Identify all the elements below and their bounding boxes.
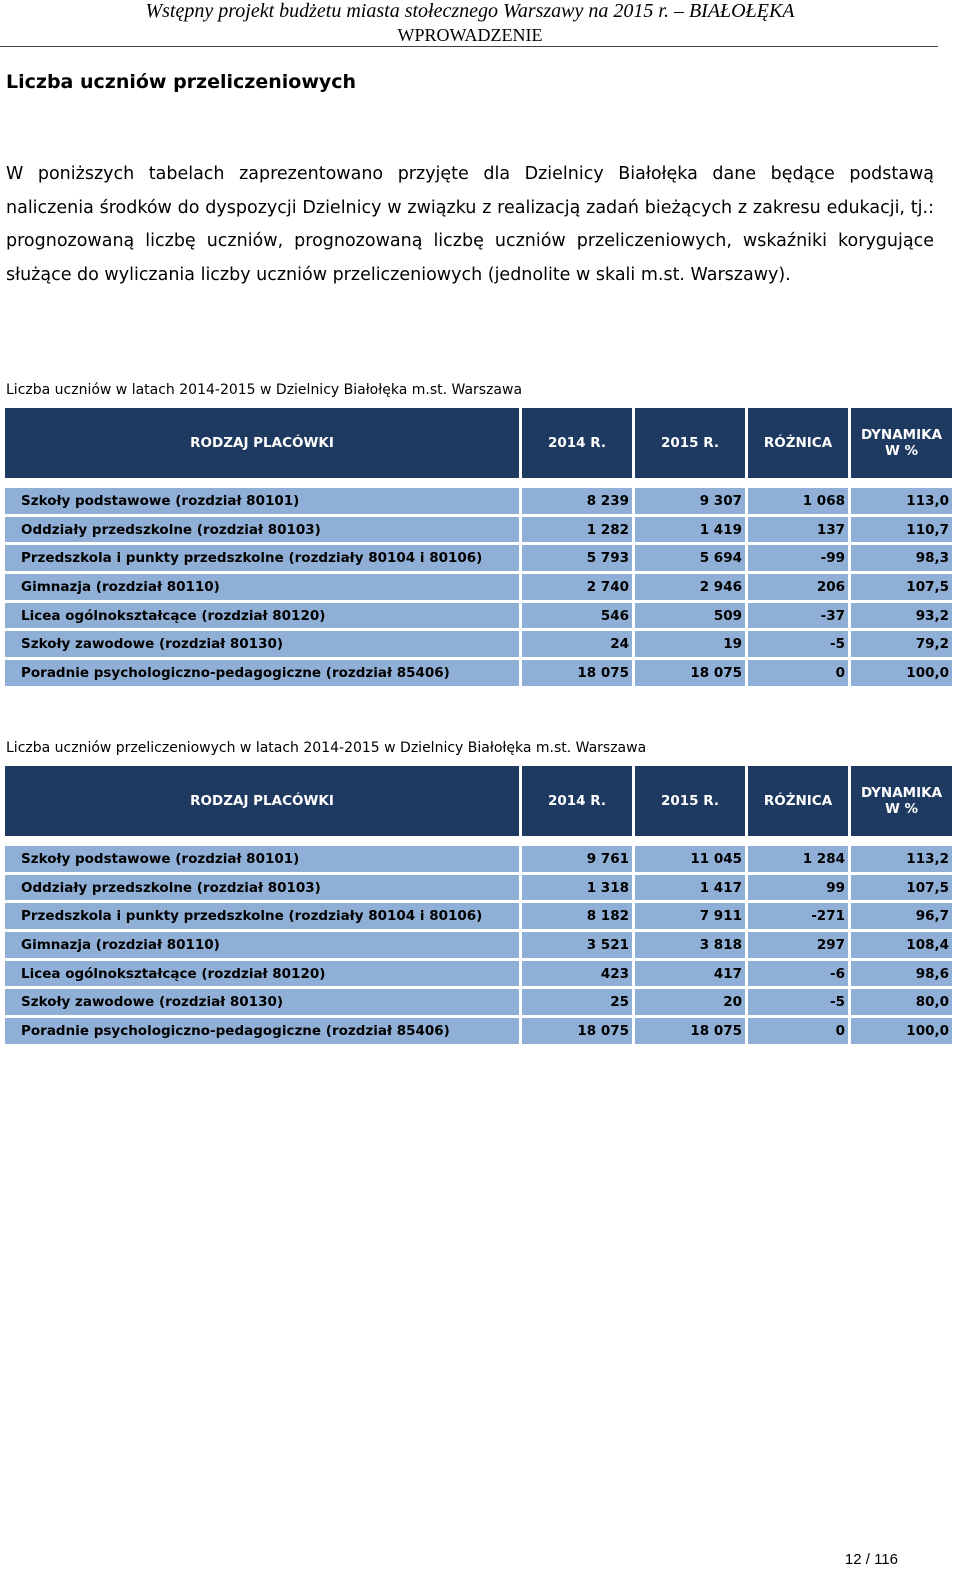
table-row (5, 631, 952, 657)
cell-2014: 18 075 (522, 1018, 632, 1044)
cell-type: Poradnie psychologiczno-pedagogiczne (rozdział 85406) (5, 1018, 519, 1044)
cell-type: Przedszkola i punkty przedszkolne (rozdziały 80104 i 80106) (5, 545, 519, 571)
col-header-dynamics: DYNAMIKA W % (851, 766, 952, 836)
cell-dynamics: 96,7 (851, 903, 952, 929)
cell-diff: 0 (748, 660, 848, 686)
table-row (5, 846, 952, 872)
cell-2015: 5 694 (635, 545, 745, 571)
cell-type: Szkoły zawodowe (rozdział 80130) (5, 989, 519, 1015)
cell-2014: 423 (522, 961, 632, 987)
cell-type: Oddziały przedszkolne (rozdział 80103) (5, 517, 519, 543)
cell-diff: 0 (748, 1018, 848, 1044)
cell-dynamics: 98,3 (851, 545, 952, 571)
col-header-2015: 2015 R. (635, 408, 745, 478)
cell-2014: 25 (522, 989, 632, 1015)
cell-2015: 3 818 (635, 932, 745, 958)
cell-diff: 1 068 (748, 488, 848, 514)
cell-dynamics: 100,0 (851, 660, 952, 686)
cell-diff: -6 (748, 961, 848, 987)
cell-2014: 9 761 (522, 846, 632, 872)
cell-diff: -99 (748, 545, 848, 571)
cell-diff: -5 (748, 989, 848, 1015)
header-spacer (5, 481, 952, 485)
cell-dynamics: 113,0 (851, 488, 952, 514)
col-header-dynamics: DYNAMIKA W % (851, 408, 952, 478)
cell-2015: 11 045 (635, 846, 745, 872)
cell-2014: 3 521 (522, 932, 632, 958)
col-header-diff: RÓŻNICA (748, 408, 848, 478)
converted-students-table (2, 763, 955, 1047)
cell-type: Szkoły zawodowe (rozdział 80130) (5, 631, 519, 657)
cell-diff: 137 (748, 517, 848, 543)
cell-type: Licea ogólnokształcące (rozdział 80120) (5, 603, 519, 629)
section-title: Liczba uczniów przeliczeniowych (6, 71, 357, 93)
table-row (5, 574, 952, 600)
table1-body (5, 481, 952, 686)
header-spacer (5, 839, 952, 843)
cell-type: Gimnazja (rozdział 80110) (5, 932, 519, 958)
cell-2015: 18 075 (635, 1018, 745, 1044)
table-row (5, 903, 952, 929)
spacer-cell (522, 481, 632, 485)
col-header-type: RODZAJ PLACÓWKI (5, 766, 519, 836)
cell-diff: -271 (748, 903, 848, 929)
header-title: Wstępny projekt budżetu miasta stołecznego Warszawy na 2015 r. – BIAŁOŁĘKA (145, 0, 795, 22)
cell-2015: 18 075 (635, 660, 745, 686)
cell-2014: 1 282 (522, 517, 632, 543)
spacer-cell (635, 481, 745, 485)
table-row (5, 932, 952, 958)
cell-2015: 9 307 (635, 488, 745, 514)
spacer-cell (851, 481, 952, 485)
col-header-type: RODZAJ PLACÓWKI (5, 408, 519, 478)
cell-type: Oddziały przedszkolne (rozdział 80103) (5, 875, 519, 901)
cell-diff: 206 (748, 574, 848, 600)
header-rule (0, 46, 938, 47)
table-row (5, 488, 952, 514)
cell-2014: 8 182 (522, 903, 632, 929)
cell-dynamics: 79,2 (851, 631, 952, 657)
table-header-row (5, 408, 952, 478)
table-row (5, 875, 952, 901)
table-row (5, 660, 952, 686)
cell-2014: 2 740 (522, 574, 632, 600)
spacer-cell (635, 839, 745, 843)
cell-2015: 19 (635, 631, 745, 657)
spacer-cell (5, 839, 519, 843)
cell-2015: 417 (635, 961, 745, 987)
cell-diff: -5 (748, 631, 848, 657)
spacer-cell (5, 481, 519, 485)
cell-dynamics: 107,5 (851, 574, 952, 600)
cell-dynamics: 100,0 (851, 1018, 952, 1044)
cell-diff: 99 (748, 875, 848, 901)
cell-type: Poradnie psychologiczno-pedagogiczne (rozdział 85406) (5, 660, 519, 686)
cell-2015: 2 946 (635, 574, 745, 600)
table-row (5, 603, 952, 629)
cell-2015: 1 419 (635, 517, 745, 543)
table-row (5, 545, 952, 571)
cell-dynamics: 110,7 (851, 517, 952, 543)
cell-2015: 509 (635, 603, 745, 629)
col-header-2014: 2014 R. (522, 408, 632, 478)
col-header-diff: RÓŻNICA (748, 766, 848, 836)
spacer-cell (522, 839, 632, 843)
cell-type: Szkoły podstawowe (rozdział 80101) (5, 488, 519, 514)
cell-2014: 18 075 (522, 660, 632, 686)
cell-dynamics: 98,6 (851, 961, 952, 987)
cell-2015: 20 (635, 989, 745, 1015)
intro-paragraph: W poniższych tabelach zaprezentowano przyjęte dla Dzielnicy Białołęka dane będące podstawą naliczenia środków do dyspozycji Dzielnicy w związku z realizacją zadań bieżących z zakresu edukacji, tj.: prognozowaną liczbę uczniów, prognozowaną liczbę uczniów przeliczeniowych, wskaźniki korygujące służące do wyliczania liczby uczniów przeliczeniowych (jednolite w skali m.st. Warszawy). (6, 164, 934, 285)
table-row (5, 517, 952, 543)
cell-dynamics: 93,2 (851, 603, 952, 629)
cell-2015: 7 911 (635, 903, 745, 929)
cell-dynamics: 108,4 (851, 932, 952, 958)
table2-body (5, 839, 952, 1044)
table-header-row (5, 766, 952, 836)
cell-2014: 8 239 (522, 488, 632, 514)
cell-dynamics: 113,2 (851, 846, 952, 872)
spacer-cell (748, 481, 848, 485)
students-table (2, 405, 955, 689)
col-header-2014: 2014 R. (522, 766, 632, 836)
cell-dynamics: 107,5 (851, 875, 952, 901)
table-row (5, 1018, 952, 1044)
table2-caption: Liczba uczniów przeliczeniowych w latach 2014-2015 w Dzielnicy Białołęka m.st. Warszawa (6, 740, 647, 756)
cell-2014: 1 318 (522, 875, 632, 901)
cell-2014: 24 (522, 631, 632, 657)
cell-type: Licea ogólnokształcące (rozdział 80120) (5, 961, 519, 987)
cell-diff: -37 (748, 603, 848, 629)
page-header (0, 0, 940, 46)
cell-type: Przedszkola i punkty przedszkolne (rozdziały 80104 i 80106) (5, 903, 519, 929)
cell-2014: 5 793 (522, 545, 632, 571)
page-number: 12 / 116 (844, 1551, 898, 1568)
table-row (5, 961, 952, 987)
header-subtitle: WPROWADZENIE (397, 25, 543, 45)
table1-caption: Liczba uczniów w latach 2014-2015 w Dzielnicy Białołęka m.st. Warszawa (6, 382, 523, 398)
table-row (5, 989, 952, 1015)
cell-type: Gimnazja (rozdział 80110) (5, 574, 519, 600)
cell-dynamics: 80,0 (851, 989, 952, 1015)
col-header-2015: 2015 R. (635, 766, 745, 836)
spacer-cell (748, 839, 848, 843)
cell-diff: 297 (748, 932, 848, 958)
spacer-cell (851, 839, 952, 843)
cell-diff: 1 284 (748, 846, 848, 872)
cell-2015: 1 417 (635, 875, 745, 901)
cell-type: Szkoły podstawowe (rozdział 80101) (5, 846, 519, 872)
cell-2014: 546 (522, 603, 632, 629)
